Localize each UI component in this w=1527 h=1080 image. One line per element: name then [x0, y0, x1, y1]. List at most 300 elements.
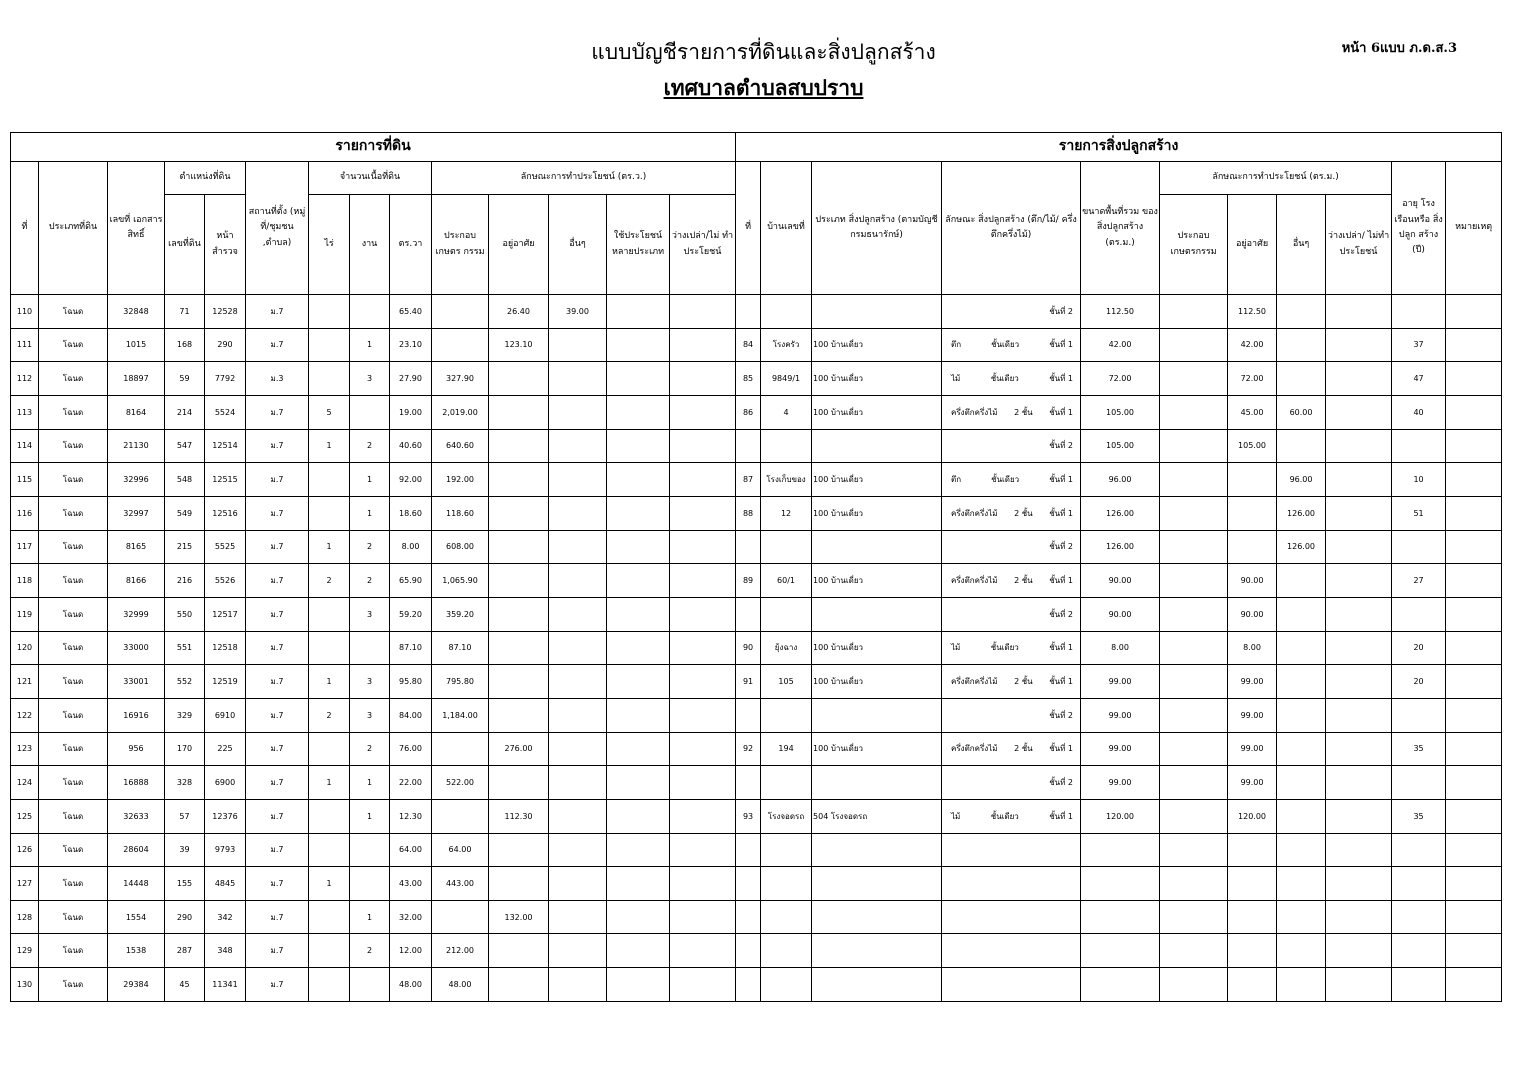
row-no: 111 [11, 328, 39, 362]
residential-cell [489, 968, 549, 1002]
deed-no-cell: 8166 [108, 564, 165, 598]
building-type-cell [812, 900, 942, 934]
row-no: 122 [11, 698, 39, 732]
building-residential-cell [1228, 496, 1277, 530]
ngan-cell [350, 295, 390, 329]
house-no-cell [761, 766, 812, 800]
residential-cell [489, 429, 549, 463]
table-row [11, 530, 1502, 564]
vacant-cell [670, 732, 736, 766]
parcel-no-cell: 552 [165, 665, 205, 699]
building-residential-cell: 8.00 [1228, 631, 1277, 665]
survey-page-cell: 290 [205, 328, 246, 362]
survey-page-cell: 11341 [205, 968, 246, 1002]
mixed-use-cell [607, 530, 670, 564]
table-row [11, 867, 1502, 901]
building-character-cell [942, 530, 1081, 564]
other-use-cell [549, 362, 607, 396]
sq-wa-cell: 43.00 [390, 867, 432, 901]
ngan-cell: 3 [350, 665, 390, 699]
table-row [11, 934, 1502, 968]
land-type-cell: โฉนด [39, 530, 108, 564]
deed-no-cell: 32999 [108, 597, 165, 631]
building-stories: 2 ชั้น [1014, 744, 1033, 754]
building-character-cell [942, 597, 1081, 631]
agriculture-cell: 212.00 [432, 934, 489, 968]
building-type-cell [812, 698, 942, 732]
building-age-cell: 20 [1392, 631, 1446, 665]
building-material: ตึก [951, 340, 962, 350]
rai-cell [309, 732, 350, 766]
mixed-use-cell [607, 564, 670, 598]
building-area-cell: 72.00 [1081, 362, 1160, 396]
row-no: 118 [11, 564, 39, 598]
building-floor: ชั้นที่ 1 [1049, 677, 1074, 687]
building-vacant-cell [1326, 395, 1392, 429]
building-no-cell: 90 [736, 631, 761, 665]
vacant-cell [670, 530, 736, 564]
land-type-cell: โฉนด [39, 698, 108, 732]
agriculture-cell: 1,065.90 [432, 564, 489, 598]
mixed-use-cell [607, 934, 670, 968]
deed-no-cell: 8165 [108, 530, 165, 564]
deed-no-cell: 8164 [108, 395, 165, 429]
building-stories: ชั้นเดียว [990, 643, 1019, 653]
rai-cell: 2 [309, 698, 350, 732]
building-no-cell [736, 934, 761, 968]
house-no-cell [761, 295, 812, 329]
building-residential-cell [1228, 530, 1277, 564]
document-title: แบบบัญชีรายการที่ดินและสิ่งปลูกสร้าง [591, 40, 936, 64]
building-no-cell [736, 867, 761, 901]
building-other-cell [1277, 934, 1326, 968]
parcel-no-cell: 59 [165, 362, 205, 396]
vacant-cell [670, 867, 736, 901]
mixed-use-cell [607, 766, 670, 800]
col-vacant: ว่างเปล่า/ไม่ ทำประโยชน์ [670, 195, 736, 295]
building-agriculture-cell [1160, 463, 1228, 497]
building-area-cell: 126.00 [1081, 530, 1160, 564]
rai-cell [309, 631, 350, 665]
deed-no-cell: 32848 [108, 295, 165, 329]
remark-cell [1446, 900, 1502, 934]
deed-no-cell: 32996 [108, 463, 165, 497]
building-vacant-cell [1326, 900, 1392, 934]
parcel-no-cell: 39 [165, 833, 205, 867]
building-character-cell [942, 799, 1081, 833]
other-use-cell [549, 833, 607, 867]
building-residential-cell: 120.00 [1228, 799, 1277, 833]
building-material: ตึก [951, 475, 962, 485]
page-label: หน้า 6แบบ ภ.ด.ส.3 [1341, 41, 1457, 56]
other-use-cell [549, 429, 607, 463]
residential-cell: 132.00 [489, 900, 549, 934]
building-type-cell: 100 บ้านเดี่ยว [812, 732, 942, 766]
building-type-cell: 100 บ้านเดี่ยว [812, 463, 942, 497]
vacant-cell [670, 295, 736, 329]
building-area-cell [1081, 968, 1160, 1002]
ngan-cell [350, 833, 390, 867]
mixed-use-cell [607, 833, 670, 867]
table-row [11, 463, 1502, 497]
vacant-cell [670, 833, 736, 867]
row-no: 114 [11, 429, 39, 463]
building-agriculture-cell [1160, 732, 1228, 766]
house-no-cell: 194 [761, 732, 812, 766]
building-vacant-cell [1326, 496, 1392, 530]
remark-cell [1446, 631, 1502, 665]
ngan-cell: 3 [350, 362, 390, 396]
parcel-no-cell: 550 [165, 597, 205, 631]
ngan-cell: 3 [350, 698, 390, 732]
table-row [11, 631, 1502, 665]
building-character-cell [942, 564, 1081, 598]
location-cell: ม.7 [246, 429, 309, 463]
building-no-cell: 89 [736, 564, 761, 598]
other-use-cell [549, 530, 607, 564]
building-other-cell [1277, 429, 1326, 463]
mixed-use-cell [607, 631, 670, 665]
building-age-cell: 37 [1392, 328, 1446, 362]
col-ngan: งาน [350, 195, 390, 295]
agriculture-cell [432, 732, 489, 766]
building-no-cell: 85 [736, 362, 761, 396]
building-floor: ชั้นที่ 2 [1049, 306, 1074, 316]
building-area-cell: 99.00 [1081, 698, 1160, 732]
building-material: ครึ่งตึกครึ่งไม้ [951, 744, 998, 754]
building-vacant-cell [1326, 732, 1392, 766]
remark-cell [1446, 295, 1502, 329]
deed-no-cell: 33001 [108, 665, 165, 699]
table-row [11, 295, 1502, 329]
row-no: 120 [11, 631, 39, 665]
house-no-cell: 60/1 [761, 564, 812, 598]
building-character-cell [942, 867, 1081, 901]
parcel-no-cell: 548 [165, 463, 205, 497]
house-no-cell: 12 [761, 496, 812, 530]
building-stories: 2 ชั้น [1014, 407, 1033, 417]
col-agriculture: ประกอบ เกษตร กรรม [432, 195, 489, 295]
remark-cell [1446, 698, 1502, 732]
col-b-vacant: ว่างเปล่า/ ไม่ทำประโยชน์ [1326, 195, 1392, 295]
building-floor: ชั้นที่ 2 [1049, 778, 1074, 788]
house-no-cell [761, 429, 812, 463]
building-agriculture-cell [1160, 867, 1228, 901]
building-agriculture-cell [1160, 295, 1228, 329]
building-age-cell [1392, 597, 1446, 631]
building-no-cell [736, 429, 761, 463]
vacant-cell [670, 934, 736, 968]
building-agriculture-cell [1160, 968, 1228, 1002]
building-agriculture-cell [1160, 496, 1228, 530]
deed-no-cell: 32633 [108, 799, 165, 833]
col-land-type: ประเภทที่ดิน [39, 162, 108, 295]
mixed-use-cell [607, 968, 670, 1002]
building-other-cell [1277, 732, 1326, 766]
location-cell: ม.7 [246, 799, 309, 833]
ngan-cell [350, 631, 390, 665]
mixed-use-cell [607, 799, 670, 833]
residential-cell [489, 833, 549, 867]
building-floor: ชั้นที่ 2 [1049, 441, 1074, 451]
building-residential-cell: 45.00 [1228, 395, 1277, 429]
building-area-cell: 105.00 [1081, 395, 1160, 429]
survey-page-cell: 12519 [205, 665, 246, 699]
mixed-use-cell [607, 867, 670, 901]
building-other-cell [1277, 900, 1326, 934]
deed-no-cell: 33000 [108, 631, 165, 665]
col-area: จำนวนเนื้อที่ดิน [309, 162, 432, 195]
vacant-cell [670, 564, 736, 598]
table-row [11, 799, 1502, 833]
building-stories: ชั้นเดียว [990, 374, 1019, 384]
building-character-cell [942, 362, 1081, 396]
row-no: 129 [11, 934, 39, 968]
parcel-no-cell: 287 [165, 934, 205, 968]
location-cell: ม.7 [246, 295, 309, 329]
land-type-cell: โฉนด [39, 799, 108, 833]
building-floor: ชั้นที่ 1 [1049, 811, 1074, 821]
mixed-use-cell [607, 665, 670, 699]
other-use-cell [549, 631, 607, 665]
parcel-no-cell: 57 [165, 799, 205, 833]
vacant-cell [670, 665, 736, 699]
survey-page-cell: 6900 [205, 766, 246, 800]
land-type-cell: โฉนด [39, 362, 108, 396]
row-no: 124 [11, 766, 39, 800]
ngan-cell: 1 [350, 463, 390, 497]
table-row [11, 968, 1502, 1002]
deed-no-cell: 21130 [108, 429, 165, 463]
ngan-cell: 1 [350, 766, 390, 800]
building-vacant-cell [1326, 328, 1392, 362]
residential-cell: 112.30 [489, 799, 549, 833]
building-vacant-cell [1326, 295, 1392, 329]
deed-no-cell: 1538 [108, 934, 165, 968]
vacant-cell [670, 496, 736, 530]
building-floor: ชั้นที่ 1 [1049, 643, 1074, 653]
remark-cell [1446, 328, 1502, 362]
residential-cell [489, 395, 549, 429]
parcel-no-cell: 549 [165, 496, 205, 530]
mixed-use-cell [607, 295, 670, 329]
building-no-cell: 84 [736, 328, 761, 362]
rai-cell [309, 934, 350, 968]
table-row [11, 395, 1502, 429]
ngan-cell: 1 [350, 496, 390, 530]
ngan-cell [350, 968, 390, 1002]
building-other-cell [1277, 698, 1326, 732]
building-agriculture-cell [1160, 631, 1228, 665]
rai-cell [309, 968, 350, 1002]
mixed-use-cell [607, 463, 670, 497]
sq-wa-cell: 12.00 [390, 934, 432, 968]
building-residential-cell [1228, 463, 1277, 497]
building-vacant-cell [1326, 833, 1392, 867]
building-area-cell: 105.00 [1081, 429, 1160, 463]
location-cell: ม.7 [246, 328, 309, 362]
sq-wa-cell: 92.00 [390, 463, 432, 497]
row-no: 127 [11, 867, 39, 901]
ngan-cell: 2 [350, 934, 390, 968]
vacant-cell [670, 395, 736, 429]
location-cell: ม.7 [246, 597, 309, 631]
survey-page-cell: 7792 [205, 362, 246, 396]
parcel-no-cell: 328 [165, 766, 205, 800]
remark-cell [1446, 766, 1502, 800]
parcel-no-cell: 216 [165, 564, 205, 598]
sq-wa-cell: 84.00 [390, 698, 432, 732]
land-building-register-table [10, 132, 1502, 1002]
col-b-residential: อยู่อาศัย [1228, 195, 1277, 295]
building-type-cell [812, 295, 942, 329]
other-use-cell [549, 665, 607, 699]
building-type-cell [812, 429, 942, 463]
building-vacant-cell [1326, 362, 1392, 396]
remark-cell [1446, 463, 1502, 497]
deed-no-cell: 1554 [108, 900, 165, 934]
residential-cell [489, 362, 549, 396]
sq-wa-cell: 27.90 [390, 362, 432, 396]
building-floor: ชั้นที่ 2 [1049, 609, 1074, 619]
row-no: 117 [11, 530, 39, 564]
house-no-cell [761, 833, 812, 867]
table-row [11, 665, 1502, 699]
ngan-cell [350, 395, 390, 429]
location-cell: ม.7 [246, 867, 309, 901]
building-character-cell [942, 732, 1081, 766]
remark-cell [1446, 429, 1502, 463]
mixed-use-cell [607, 698, 670, 732]
vacant-cell [670, 463, 736, 497]
remark-cell [1446, 732, 1502, 766]
row-no: 110 [11, 295, 39, 329]
residential-cell: 123.10 [489, 328, 549, 362]
land-type-cell: โฉนด [39, 395, 108, 429]
building-floor: ชั้นที่ 1 [1049, 475, 1074, 485]
mixed-use-cell [607, 395, 670, 429]
rai-cell [309, 362, 350, 396]
building-type-cell [812, 934, 942, 968]
col-house-no: บ้านเลขที่ [761, 162, 812, 295]
building-agriculture-cell [1160, 665, 1228, 699]
residential-cell [489, 766, 549, 800]
location-cell: ม.7 [246, 968, 309, 1002]
sq-wa-cell: 76.00 [390, 732, 432, 766]
table-row [11, 698, 1502, 732]
building-area-cell: 99.00 [1081, 732, 1160, 766]
col-b-age: อายุ โรงเรือนหรือ สิ่งปลูก สร้าง (ปี) [1392, 162, 1446, 295]
building-character-cell [942, 833, 1081, 867]
land-type-cell: โฉนด [39, 295, 108, 329]
building-material: ครึ่งตึกครึ่งไม้ [951, 407, 998, 417]
house-no-cell: โรงเก็บของ [761, 463, 812, 497]
other-use-cell [549, 328, 607, 362]
building-character-cell [942, 766, 1081, 800]
vacant-cell [670, 698, 736, 732]
mixed-use-cell [607, 900, 670, 934]
deed-no-cell: 18897 [108, 362, 165, 396]
location-cell: ม.7 [246, 631, 309, 665]
deed-no-cell: 16888 [108, 766, 165, 800]
building-type-cell: 100 บ้านเดี่ยว [812, 395, 942, 429]
building-vacant-cell [1326, 934, 1392, 968]
survey-page-cell: 12516 [205, 496, 246, 530]
building-character-cell [942, 496, 1081, 530]
building-residential-cell: 99.00 [1228, 732, 1277, 766]
parcel-no-cell: 214 [165, 395, 205, 429]
building-agriculture-cell [1160, 934, 1228, 968]
sq-wa-cell: 64.00 [390, 833, 432, 867]
sq-wa-cell: 8.00 [390, 530, 432, 564]
deed-no-cell: 28604 [108, 833, 165, 867]
building-age-cell [1392, 934, 1446, 968]
building-other-cell: 126.00 [1277, 496, 1326, 530]
building-age-cell: 20 [1392, 665, 1446, 699]
building-character-cell [942, 698, 1081, 732]
sq-wa-cell: 18.60 [390, 496, 432, 530]
table-row [11, 732, 1502, 766]
residential-cell [489, 631, 549, 665]
row-no: 123 [11, 732, 39, 766]
building-area-cell: 99.00 [1081, 766, 1160, 800]
sq-wa-cell: 40.60 [390, 429, 432, 463]
remark-cell [1446, 665, 1502, 699]
building-other-cell [1277, 833, 1326, 867]
other-use-cell [549, 766, 607, 800]
building-residential-cell: 90.00 [1228, 597, 1277, 631]
building-type-cell: 100 บ้านเดี่ยว [812, 564, 942, 598]
sq-wa-cell: 48.00 [390, 968, 432, 1002]
vacant-cell [670, 597, 736, 631]
land-type-cell: โฉนด [39, 665, 108, 699]
agriculture-cell: 522.00 [432, 766, 489, 800]
building-character-cell [942, 665, 1081, 699]
building-other-cell [1277, 631, 1326, 665]
building-age-cell [1392, 833, 1446, 867]
house-no-cell: โรงครัว [761, 328, 812, 362]
row-no: 128 [11, 900, 39, 934]
agriculture-cell: 359.20 [432, 597, 489, 631]
location-cell: ม.7 [246, 463, 309, 497]
survey-page-cell: 6910 [205, 698, 246, 732]
parcel-no-cell: 290 [165, 900, 205, 934]
residential-cell [489, 698, 549, 732]
location-cell: ม.3 [246, 362, 309, 396]
survey-page-cell: 5524 [205, 395, 246, 429]
building-residential-cell: 90.00 [1228, 564, 1277, 598]
building-stories: 2 ชั้น [1014, 677, 1033, 687]
ngan-cell: 1 [350, 799, 390, 833]
location-cell: ม.7 [246, 530, 309, 564]
ngan-cell: 2 [350, 732, 390, 766]
building-vacant-cell [1326, 799, 1392, 833]
survey-page-cell: 348 [205, 934, 246, 968]
building-vacant-cell [1326, 597, 1392, 631]
building-vacant-cell [1326, 429, 1392, 463]
vacant-cell [670, 631, 736, 665]
vacant-cell [670, 362, 736, 396]
col-residential: อยู่อาศัย [489, 195, 549, 295]
ngan-cell [350, 867, 390, 901]
sq-wa-cell: 32.00 [390, 900, 432, 934]
building-character-cell [942, 631, 1081, 665]
house-no-cell [761, 900, 812, 934]
rai-cell: 1 [309, 766, 350, 800]
building-area-cell: 90.00 [1081, 564, 1160, 598]
building-type-cell [812, 530, 942, 564]
building-other-cell [1277, 799, 1326, 833]
